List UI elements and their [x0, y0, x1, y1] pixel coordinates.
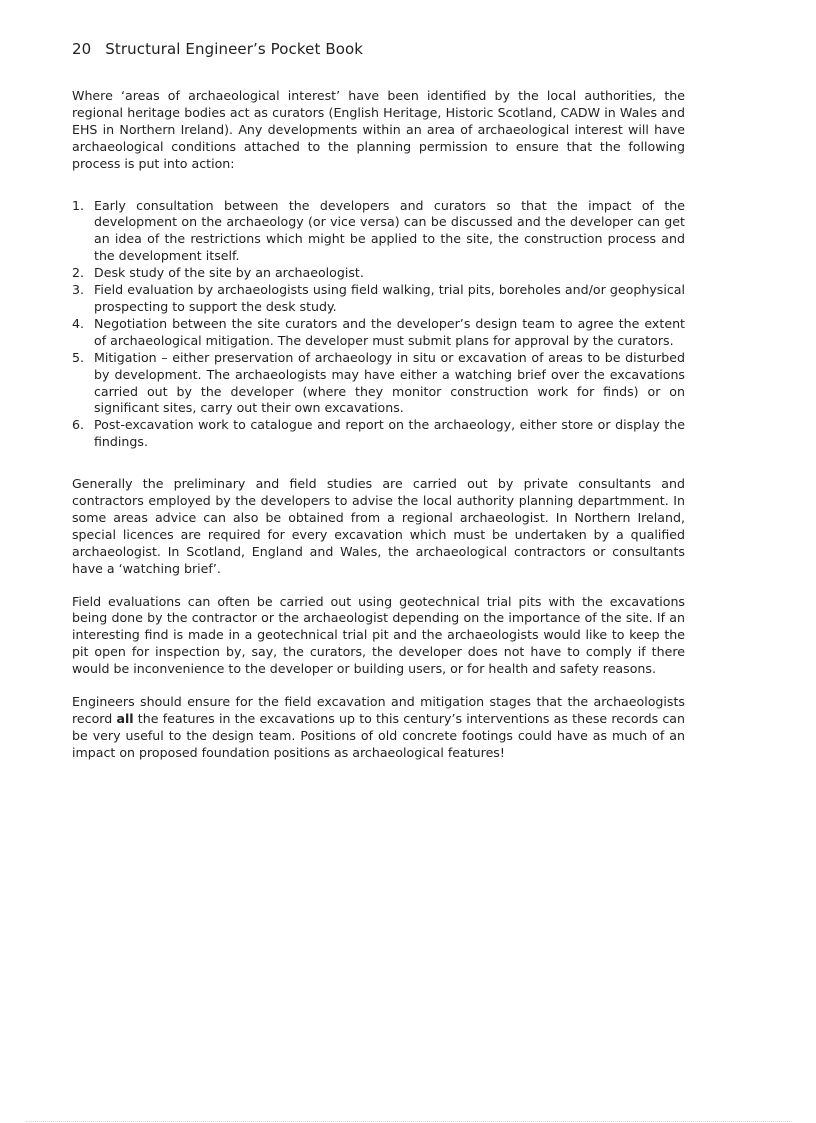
list-item: [72, 417, 685, 451]
field-evaluations-paragraph: Field evaluations can often be carried out using geotechnical trial pits with the excavations being done by the contractor or the archaeologist depending on the importance of the site. If an interesting find is made in a geotechnical trial pit and the archaeologists would like to keep the pit open for inspection by, say, the curators, the developer does not have to comply if there would be inconvenience to the developer or building users, or for health and safety reasons.: [72, 593, 685, 677]
list-item-text: Negotiation between the site curators and the developer’s design team to agree the extent of archaeological mitigation. The developer must submit plans for approval by the curators.: [94, 315, 685, 348]
body-text: [72, 88, 685, 762]
book-title: Structural Engineer’s Pocket Book: [105, 40, 364, 58]
list-item: [72, 316, 685, 350]
consultants-paragraph: Generally the preliminary and field studies are carried out by private consultants and contractors employed by the developers to advise the local authority planning departmment. In some areas advice can also be obtained from a regional archaeologist. In Northern Ireland, special licences are required for every excavation which must be undertaken by a qualified archaeologist. In Scotland, England and Wales, the archaeological contractors or consultants have a ‘watching brief’.: [72, 476, 685, 576]
list-item-number: 4.: [72, 315, 85, 331]
running-header: [72, 40, 363, 58]
list-item-number: 1.: [72, 197, 85, 213]
list-item: [72, 198, 685, 266]
list-item: [72, 265, 685, 282]
page-bottom-divider: [26, 1121, 792, 1122]
process-steps-list: [72, 198, 685, 452]
engineers-text-start: Engineers should ensure for the field excavation and mitigation stages that the archaeologists record: [72, 694, 685, 726]
emphasis-all: all: [116, 711, 134, 726]
page-number: 20: [72, 40, 92, 58]
engineers-paragraph: [72, 694, 685, 762]
engineers-text-end: the features in the excavations up to this century’s interventions as these records can be very useful to the design team. Positions of old concrete footings could have as much of an impact on proposed foundation positions as archaeological features!: [72, 711, 685, 760]
list-item-number: 3.: [72, 282, 85, 298]
list-item-text: Field evaluation by archaeologists using field walking, trial pits, boreholes and/or geophysical prospecting to support the desk study.: [94, 282, 685, 314]
list-item-number: 6.: [72, 417, 85, 433]
list-item-number: 5.: [72, 349, 85, 365]
list-item-text: Desk study of the site by an archaeologist.: [94, 265, 364, 281]
list-item-number: 2.: [72, 265, 85, 281]
list-item-text: Early consultation between the developers and curators so that the impact of the development on the archaeology (or vice versa) can be discussed and the developer can get an idea of the restrictions which might be applied to the site, the construction process and the development itself.: [94, 197, 685, 264]
list-item: [72, 350, 685, 418]
list-item-text: Mitigation – either preservation of archaeology in situ or excavation of areas to be disturbed by development. The archaeologists may have either a watching brief over the excavations carried out by the developer (where they monitor construction work for finds) or on significant sites, carry out their own excavations.: [94, 349, 685, 416]
intro-paragraph: Where ‘areas of archaeological interest’ have been identified by the local authorities, the regional heritage bodies act as curators (English Heritage, Historic Scotland, CADW in Wales and EHS in Northern Ireland). Any developments within an area of archaeological interest will have archaeological conditions attached to the planning permission to ensure that the following process is put into action:: [72, 88, 685, 171]
list-item: [72, 282, 685, 316]
list-item-text: Post-excavation work to catalogue and report on the archaeology, either store or display the findings.: [94, 417, 685, 450]
